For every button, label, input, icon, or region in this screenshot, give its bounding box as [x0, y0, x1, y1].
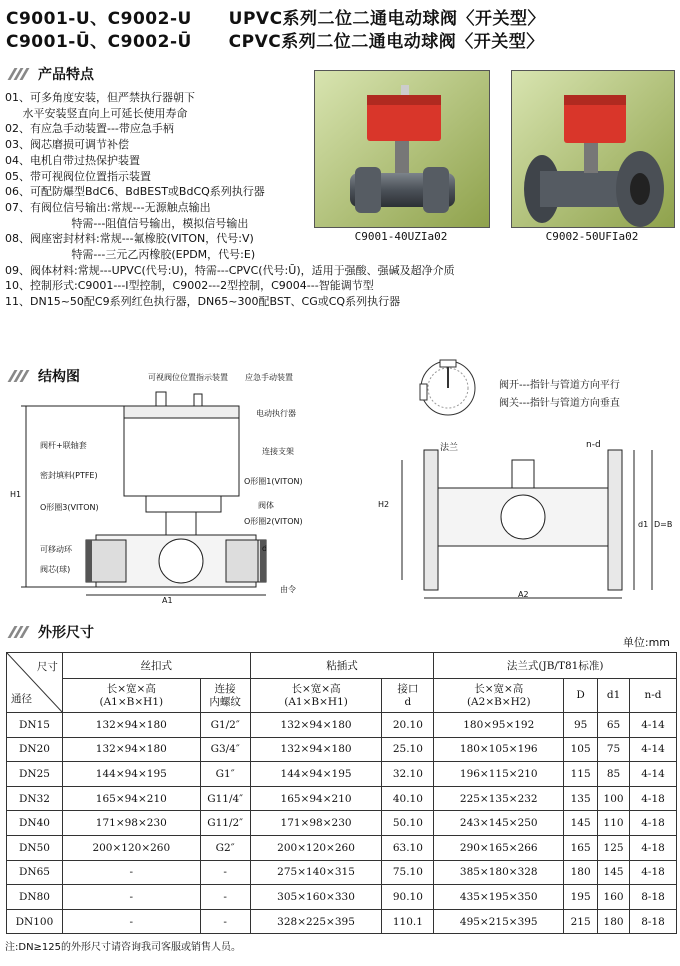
feature-item: 11、DN15~50配C9系列红色执行器，DN65~300配BST、CG或CQ系列执行器	[5, 295, 401, 309]
label-stem: 阀杆+联轴套	[40, 441, 87, 450]
table-cell: 195	[564, 885, 598, 910]
photo-caption-left: C9001-40UZIa02	[354, 230, 448, 243]
label-indicator: 可视阀位位置指示装置	[148, 373, 228, 382]
label-bracket: 连接支架	[262, 447, 294, 456]
table-cell: 165×94×210	[250, 786, 382, 811]
table-cell: 4-18	[630, 786, 677, 811]
table-cell: 110.1	[382, 909, 434, 934]
title-desc-1: UPVC系列二位二通电动球阀〈开关型〉	[228, 9, 546, 29]
table-cell: 4-14	[630, 713, 677, 738]
table-cell: G11/4″	[200, 786, 250, 811]
table-cell: 165×94×210	[62, 786, 200, 811]
table-cell: 90.10	[382, 885, 434, 910]
table-cell: 435×195×350	[434, 885, 564, 910]
valve-photo-left-icon	[315, 71, 489, 227]
table-cell: 132×94×180	[62, 713, 200, 738]
table-row	[7, 885, 677, 910]
photo-caption-right: C9002-50UFIa02	[545, 230, 639, 243]
group-header-flange: 法兰式(JB/T81标准)	[434, 653, 677, 679]
table-cell: G3/4″	[200, 737, 250, 762]
table-cell: 144×94×195	[62, 762, 200, 787]
label-oring1: O形圈1(VITON)	[244, 477, 303, 486]
table-row	[7, 909, 677, 934]
group-header-thread: 丝扣式	[62, 653, 250, 679]
feature-item: 特需---阻值信号输出，模拟信号输出	[5, 216, 249, 230]
sub-header: 接口 d	[382, 679, 434, 713]
table-cell: 385×180×328	[434, 860, 564, 885]
group-header-socket: 粘插式	[250, 653, 434, 679]
label-a1: A1	[162, 596, 173, 605]
feature-item: 09、阀体材料:常规---UPVC(代号:U)，特需---CPVC(代号:Ū)，适用于强酸、强碱及超净介质	[5, 263, 455, 277]
label-a2: A2	[518, 590, 529, 599]
table-row	[7, 786, 677, 811]
table-cell: 275×140×315	[250, 860, 382, 885]
table-cell: 85	[598, 762, 630, 787]
table-cell: 215	[564, 909, 598, 934]
table-row	[7, 835, 677, 860]
table-cell: 100	[598, 786, 630, 811]
feature-item: 水平安装竖直向上可延长使用寿命	[5, 106, 188, 120]
table-cell: 196×115×210	[434, 762, 564, 787]
label-nd: n-d	[586, 440, 601, 450]
table-cell: 8-18	[630, 885, 677, 910]
features-heading-text: 产品特点	[38, 67, 94, 83]
label-ball: 阀芯(球)	[40, 565, 71, 574]
dimension-table	[6, 652, 677, 934]
table-cell: 145	[564, 811, 598, 836]
label-body: 阀体	[258, 501, 274, 510]
table-row	[7, 737, 677, 762]
table-row	[7, 811, 677, 836]
position-dial-icon	[418, 358, 478, 418]
table-cell: 132×94×180	[250, 737, 382, 762]
table-cell: 225×135×232	[434, 786, 564, 811]
label-h1: H1	[10, 490, 22, 499]
table-cell: 32.10	[382, 762, 434, 787]
sub-header: n-d	[630, 679, 677, 713]
title-desc-2: CPVC系列二位二通电动球阀〈开关型〉	[228, 32, 544, 52]
table-cell: 160	[598, 885, 630, 910]
title-models-1: C9001-U、C9002-U	[6, 9, 192, 29]
feature-item: 10、控制形式:C9001---I型控制，C9002---2型控制，C9004---智能调节型	[5, 279, 374, 293]
table-cell: 95	[564, 713, 598, 738]
feature-item: 08、阀座密封材料:常规---氟橡胶(VITON，代号:V)	[5, 232, 254, 246]
label-oring3: O形圈3(VITON)	[40, 503, 99, 512]
table-cell: 305×160×330	[250, 885, 382, 910]
slash-icon	[8, 626, 28, 638]
table-cell: 328×225×395	[250, 909, 382, 934]
table-cell: -	[200, 909, 250, 934]
label-packing: 密封填料(PTFE)	[40, 471, 98, 480]
sub-header: d1	[598, 679, 630, 713]
label-nut: 可移动环	[40, 545, 72, 554]
photo-c9002	[511, 70, 675, 228]
table-cell: -	[62, 909, 200, 934]
table-cell: G1/2″	[200, 713, 250, 738]
table-cell: 495×215×395	[434, 909, 564, 934]
corner-top: 尺寸	[36, 661, 58, 673]
feature-item: 05、带可视阀位位置指示装置	[5, 169, 151, 183]
dimensions-heading	[8, 622, 94, 642]
feature-item: 06、可配防爆型BdC6、BdBEST或BdCQ系列执行器	[5, 185, 265, 199]
title-line-1	[6, 4, 545, 29]
table-cell: 135	[564, 786, 598, 811]
table-cell: 4-18	[630, 860, 677, 885]
table-cell: DN32	[7, 786, 63, 811]
feature-item: 03、阀芯磨损可调节补偿	[5, 138, 129, 152]
feature-item: 02、有应急手动装置---带应急手柄	[5, 122, 174, 136]
sub-header: 连接 内螺纹	[200, 679, 250, 713]
table-cell: DN80	[7, 885, 63, 910]
label-flange: 法兰	[440, 443, 459, 453]
feature-item: 04、电机自带过热保护装置	[5, 153, 140, 167]
valve-photo-right-icon	[512, 71, 674, 227]
table-cell: 4-18	[630, 811, 677, 836]
title-line-2	[6, 27, 544, 52]
table-row	[7, 762, 677, 787]
table-cell: 290×165×266	[434, 835, 564, 860]
table-cell: 4-18	[630, 835, 677, 860]
table-cell: 145	[598, 860, 630, 885]
label-manual: 应急手动装置	[245, 373, 293, 382]
corner-bottom: 通径	[11, 693, 32, 705]
table-cell: 115	[564, 762, 598, 787]
label-db: D=B	[654, 520, 673, 529]
table-cell: 132×94×180	[62, 737, 200, 762]
feature-item: 07、有阀位信号输出:常规---无源触点输出	[5, 200, 211, 214]
table-cell: 125	[598, 835, 630, 860]
table-cell: 50.10	[382, 811, 434, 836]
feature-item: 01、可多角度安装，但严禁执行器朝下	[5, 91, 195, 104]
table-cell: 110	[598, 811, 630, 836]
table-cell: 180	[564, 860, 598, 885]
sub-header: 长×宽×高 (A2×B×H2)	[434, 679, 564, 713]
sub-header-row	[7, 679, 677, 713]
table-cell: 180	[598, 909, 630, 934]
table-cell: 65	[598, 713, 630, 738]
features-heading	[8, 64, 94, 84]
table-cell: 75.10	[382, 860, 434, 885]
table-cell: 243×145×250	[434, 811, 564, 836]
table-cell: 105	[564, 737, 598, 762]
table-cell: DN25	[7, 762, 63, 787]
table-cell: 180×95×192	[434, 713, 564, 738]
table-corner	[7, 653, 63, 713]
photo-c9001	[314, 70, 490, 228]
sub-header: 长×宽×高 (A1×B×H1)	[250, 679, 382, 713]
table-cell: 200×120×260	[250, 835, 382, 860]
label-union: 由令	[280, 585, 296, 594]
table-row	[7, 860, 677, 885]
table-cell: 4-14	[630, 762, 677, 787]
table-cell: -	[200, 860, 250, 885]
table-cell: -	[62, 885, 200, 910]
table-cell: 171×98×230	[62, 811, 200, 836]
dimensions-heading-text: 外形尺寸	[38, 625, 94, 641]
table-note: 注:DN≥125的外形尺寸请咨询我司客服或销售人员。	[5, 942, 242, 953]
table-cell: DN50	[7, 835, 63, 860]
label-h2: H2	[378, 500, 390, 509]
dial-close-text: 阀关---指针与管道方向垂直	[499, 398, 620, 409]
table-cell: 165	[564, 835, 598, 860]
unit-label: 单位:mm	[622, 636, 670, 649]
table-cell: DN15	[7, 713, 63, 738]
feature-item: 特需---三元乙丙橡胶(EPDM，代号:E)	[5, 248, 256, 262]
sub-header: 长×宽×高 (A1×B×H1)	[62, 679, 200, 713]
table-cell: DN100	[7, 909, 63, 934]
table-cell: 132×94×180	[250, 713, 382, 738]
title-models-2: C9001-Ū、C9002-Ū	[6, 32, 192, 52]
label-actuator: 电动执行器	[256, 409, 296, 418]
table-cell: 144×94×195	[250, 762, 382, 787]
table-cell: 200×120×260	[62, 835, 200, 860]
table-cell: 180×105×196	[434, 737, 564, 762]
table-cell: 63.10	[382, 835, 434, 860]
structure-heading-text: 结构图	[38, 369, 80, 385]
table-row	[7, 713, 677, 738]
table-cell: 25.10	[382, 737, 434, 762]
table-cell: 8-18	[630, 909, 677, 934]
table-cell: G2″	[200, 835, 250, 860]
table-cell: DN20	[7, 737, 63, 762]
table-cell: 40.10	[382, 786, 434, 811]
table-cell: 20.10	[382, 713, 434, 738]
table-cell: G11/2″	[200, 811, 250, 836]
table-cell: 171×98×230	[250, 811, 382, 836]
label-oring2: O形圈2(VITON)	[244, 517, 303, 526]
label-d1: d1	[638, 520, 649, 529]
table-cell: DN65	[7, 860, 63, 885]
slash-icon	[8, 68, 28, 80]
table-cell: DN40	[7, 811, 63, 836]
sub-header: D	[564, 679, 598, 713]
table-cell: 75	[598, 737, 630, 762]
dial-open-text: 阀开---指针与管道方向平行	[499, 380, 620, 391]
label-d: d	[262, 544, 268, 553]
table-cell: -	[62, 860, 200, 885]
table-cell: 4-14	[630, 737, 677, 762]
structure-diagram-right	[372, 430, 672, 610]
table-cell: G1″	[200, 762, 250, 787]
table-cell: -	[200, 885, 250, 910]
